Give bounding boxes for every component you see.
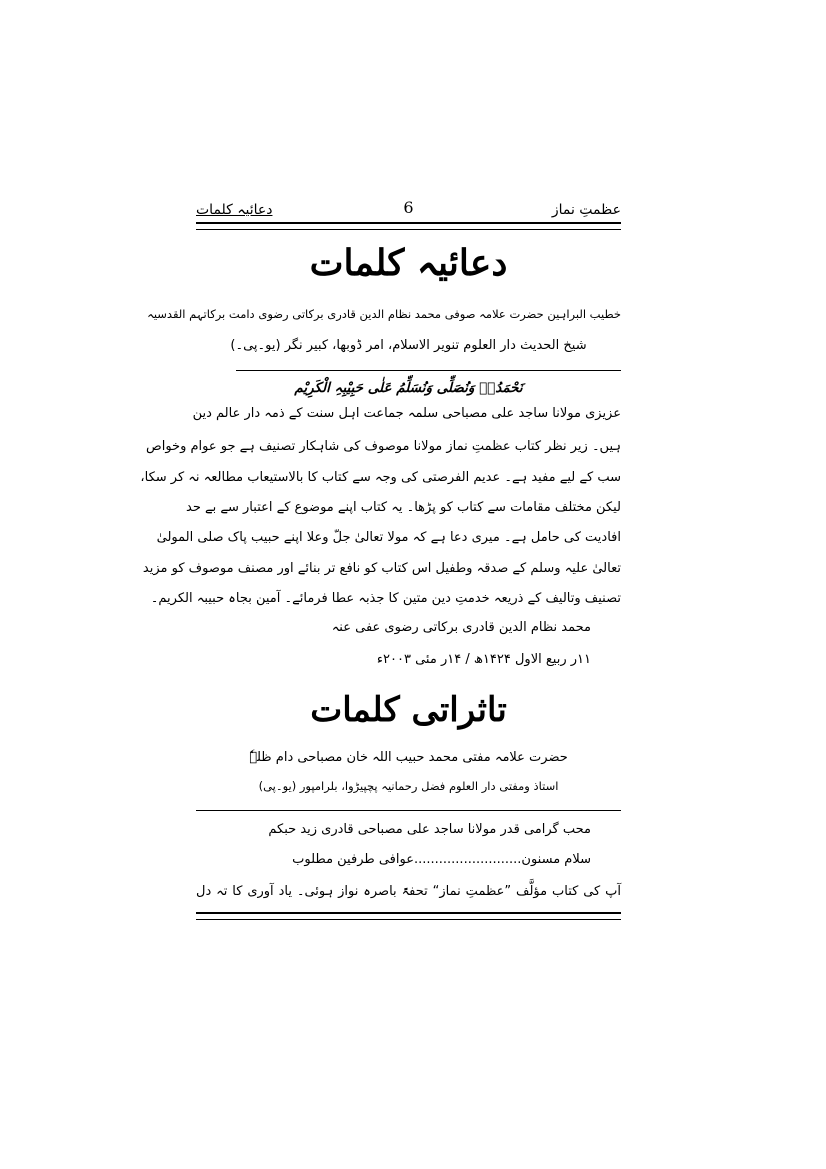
book-page bbox=[140, 190, 621, 930]
paragraph-line: افادیت کی حامل ہے۔ میری دعا ہے کہ مولا تعالیٰ جلّ وعلا اپنے حبیب پاک صلی المولیٰ bbox=[156, 530, 621, 545]
footer-rule bbox=[196, 912, 621, 920]
paragraph-line: تصنیف وتالیف کے ذریعہ خدمتِ دین متین کا جذبہ عطا فرمائے۔ آمین بجاہ حبیبہ الکریم۔ bbox=[150, 591, 621, 606]
paragraph-line: سب کے لیے مفید ہے۔ عدیم الفرصتی کی وجہ سے کتاب کا بالاستیعاب مطالعہ نہ کر سکا، bbox=[140, 470, 621, 485]
section2-author-title: استاذ ومفتی دار العلوم فضل رحمانیہ پچپیڑوا، بلرامپور (یو۔پی) bbox=[258, 779, 559, 793]
section2-author-line: حضرت علامہ مفتی محمد حبیب اللہ خان مصباحی دام ظلہٗ bbox=[249, 750, 568, 765]
letter-line: سلام مسنون..........................عوافی طرفین مطلوب bbox=[292, 852, 591, 867]
section1-author-line: خطیب البراہین حضرت علامہ صوفی محمد نظام الدین قادری برکاتی رضوی دامت برکاتہم القدسیہ bbox=[147, 307, 621, 321]
running-header bbox=[196, 190, 621, 220]
header-rule bbox=[196, 222, 621, 230]
paragraph-line: عزیزی مولانا ساجد علی مصباحی سلمہ جماعت اہل سنت کے ذمہ دار عالم دین bbox=[192, 406, 621, 421]
paragraph-line: لیکن مختلف مقامات سے کتاب کو پڑھا۔ یہ کتاب اپنے موضوع کے اعتبار سے بے حد bbox=[186, 500, 621, 515]
invocation: نَحْمَدُہٗ وَنُصَلِّی وَنُسَلِّمُ عَلٰی حَبِیْبِہِ الْکَرِیْم bbox=[294, 380, 523, 396]
header-book-title: عظمتِ نماز bbox=[551, 202, 621, 218]
section1-divider bbox=[236, 370, 621, 371]
header-section-title: دعائیہ کلمات bbox=[196, 202, 273, 218]
letter-line: آپ کی کتاب مؤلَّف ”عظمتِ نماز“ تحفۃً باصرہ نواز ہوئی۔ یاد آوری کا تہ دل bbox=[196, 884, 621, 899]
paragraph-line: ہیں۔ زیر نظر کتاب عظمتِ نماز مولانا موصوف کی شاہکار تصنیف ہے جو عوام وخواص bbox=[146, 439, 621, 454]
section1-author-title: شیخ الحدیث دار العلوم تنویر الاسلام، امر ڈوبھا، کبیر نگر (یو۔پی۔) bbox=[230, 338, 587, 353]
page-number: 6 bbox=[403, 198, 414, 217]
paragraph-line: تعالیٰ علیہ وسلم کے صدقہ وطفیل اس کتاب کو نافع تر بنائے اور مصنف موصوف کو مزید bbox=[142, 561, 621, 576]
letter-line: محب گرامی قدر مولانا ساجد علی مصباحی قادری زید حبکم bbox=[268, 822, 591, 837]
section2-divider bbox=[196, 810, 621, 811]
section2-heading: تاثراتی کلمات bbox=[310, 690, 507, 730]
section1-heading: دعائیہ کلمات bbox=[309, 242, 508, 284]
signature: محمد نظام الدین قادری برکاتی رضوی عفی عنہ bbox=[331, 620, 591, 635]
signature-date: ۱۱ر ربیع الاول ۱۴۲۴ھ / ۱۴ر مئی ۲۰۰۳ء bbox=[376, 652, 591, 667]
